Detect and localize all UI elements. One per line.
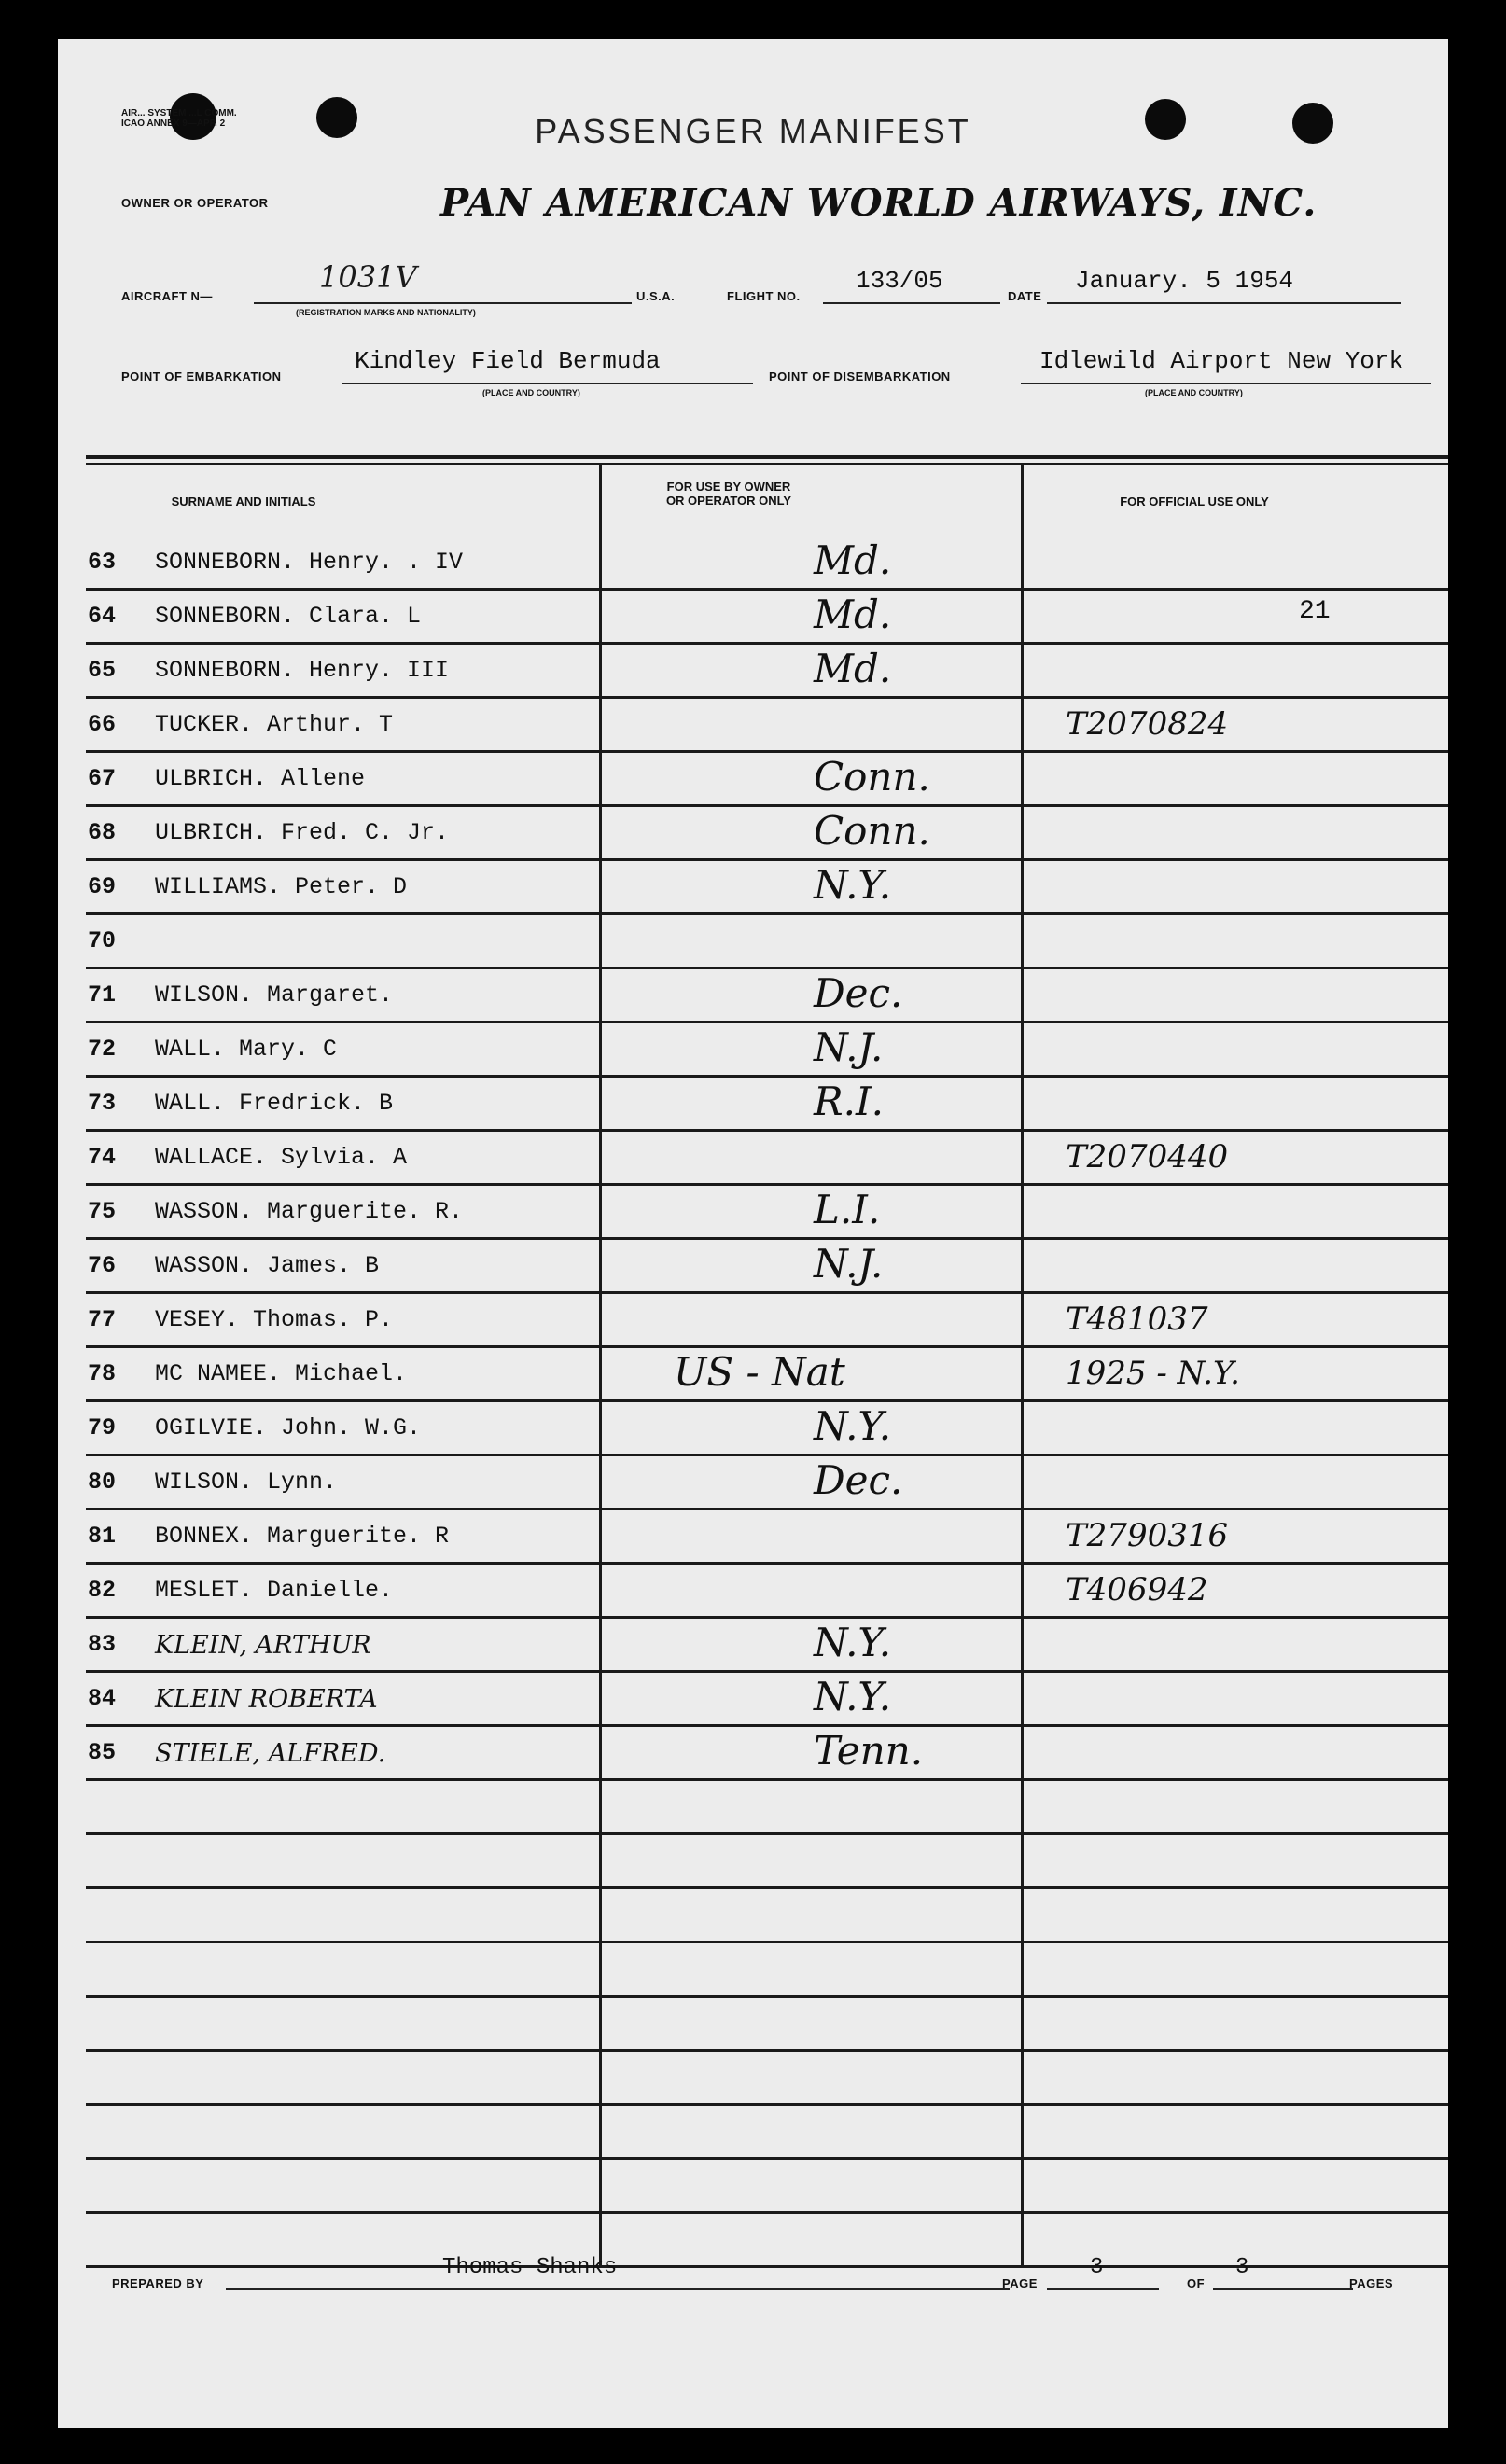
surname-header: SURNAME AND INITIALS: [171, 494, 316, 508]
of-label: OF: [1187, 2276, 1206, 2290]
row-rule: [86, 1291, 1448, 1294]
passenger-name: SONNEBORN. Clara. L: [155, 603, 422, 630]
passenger-name: MC NAMEE. Michael.: [155, 1360, 408, 1387]
embark-value: Kindley Field Bermuda: [355, 347, 661, 375]
pages-label: PAGES: [1349, 2276, 1394, 2290]
disembark-caption: (PLACE AND COUNTRY): [1145, 388, 1243, 397]
passenger-name: KLEIN ROBERTA: [155, 1685, 378, 1714]
row-number: 68: [88, 819, 117, 846]
date-underline: [1047, 302, 1401, 304]
row-number: 69: [88, 873, 117, 900]
flight-value: 133/05: [856, 267, 943, 295]
row-number: 65: [88, 657, 117, 684]
passenger-name: WASSON. Marguerite. R.: [155, 1198, 464, 1225]
row-rule: [86, 2157, 1448, 2160]
official-use-entry: T481037: [1066, 1301, 1208, 1338]
row-rule: [86, 750, 1448, 753]
row-rule: [86, 858, 1448, 861]
embark-caption: (PLACE AND COUNTRY): [482, 388, 580, 397]
passenger-name: WALL. Fredrick. B: [155, 1090, 394, 1117]
row-number: 81: [88, 1523, 117, 1550]
table-top-rule: [86, 455, 1448, 459]
row-number: 77: [88, 1306, 117, 1333]
passenger-name: WALLACE. Sylvia. A: [155, 1144, 408, 1171]
row-rule: [86, 1562, 1448, 1565]
row-number: 66: [88, 711, 117, 738]
disembark-value: Idlewild Airport New York: [1039, 347, 1404, 375]
row-number: 75: [88, 1198, 117, 1225]
row-number: 72: [88, 1036, 117, 1063]
row-number: 73: [88, 1090, 117, 1117]
prepared-by-value: Thomas Shanks: [442, 2255, 618, 2280]
total-pages: 3: [1235, 2255, 1249, 2280]
row-rule: [86, 696, 1448, 699]
passenger-name: BONNEX. Marguerite. R: [155, 1523, 450, 1550]
row-rule: [86, 1941, 1448, 1943]
of-underline: [1213, 2288, 1353, 2290]
owner-use-entry: Dec.: [814, 1457, 903, 1503]
row-rule: [86, 1778, 1448, 1781]
passenger-name: MESLET. Danielle.: [155, 1577, 394, 1604]
row-number: 79: [88, 1414, 117, 1441]
row-rule: [86, 1021, 1448, 1023]
owner-use-entry: Md.: [814, 592, 892, 637]
owner-use-entry: L.I.: [814, 1187, 881, 1232]
official-use-header: FOR OFFICIAL USE ONLY: [1120, 494, 1269, 508]
passenger-name: VESEY. Thomas. P.: [155, 1306, 394, 1333]
row-rule: [86, 1670, 1448, 1673]
page-label: PAGE: [1002, 2276, 1038, 2290]
owner-use-entry: R.I.: [814, 1079, 884, 1124]
passenger-name: OGILVIE. John. W.G.: [155, 1414, 422, 1441]
row-number: 67: [88, 765, 117, 792]
row-rule: [86, 2049, 1448, 2052]
manifest-page: [58, 39, 1448, 2428]
page-title: PASSENGER MANIFEST: [535, 112, 971, 150]
row-rule: [86, 1454, 1448, 1456]
passenger-name: SONNEBORN. Henry. . IV: [155, 549, 464, 576]
row-rule: [86, 1995, 1448, 1998]
row-number: 80: [88, 1469, 117, 1496]
passenger-name: KLEIN, ARTHUR: [155, 1631, 371, 1660]
row-number: 83: [88, 1631, 117, 1658]
row-rule: [86, 588, 1448, 591]
row-number: 84: [88, 1685, 117, 1712]
passenger-name: WILLIAMS. Peter. D: [155, 873, 408, 900]
passenger-name: TUCKER. Arthur. T: [155, 711, 394, 738]
flight-underline: [823, 302, 1000, 304]
row-number: 71: [88, 981, 117, 1009]
row-rule: [86, 967, 1448, 969]
owner-use-entry: Md.: [814, 537, 892, 583]
row-number: 64: [88, 603, 117, 630]
row-rule: [86, 1886, 1448, 1889]
page-underline: [1047, 2288, 1159, 2290]
row-rule: [86, 1508, 1448, 1510]
embark-label: POINT OF EMBARKATION: [121, 369, 282, 383]
operator-name: PAN AMERICAN WORLD AIRWAYS, INC.: [440, 181, 1318, 225]
prepared-label: PREPARED BY: [112, 2276, 204, 2290]
row-number: 76: [88, 1252, 117, 1279]
owner-use-entry: N.J.: [814, 1241, 884, 1287]
embark-underline: [342, 383, 753, 384]
disembark-underline: [1021, 383, 1431, 384]
passenger-name: ULBRICH. Fred. C. Jr.: [155, 819, 450, 846]
passenger-name: WALL. Mary. C: [155, 1036, 338, 1063]
official-use-entry: 1925 - N.Y.: [1066, 1355, 1240, 1392]
page-number: 3: [1090, 2255, 1104, 2280]
aircraft-underline: [254, 302, 632, 304]
owner-use-entry: N.J.: [814, 1024, 884, 1070]
owner-use-entry: Tenn.: [814, 1728, 924, 1774]
row-rule: [86, 2211, 1448, 2214]
owner-use-entry: Conn.: [814, 808, 930, 854]
owner-use-header: FOR USE BY OWNER OR OPERATOR ONLY: [665, 480, 792, 508]
aircraft-label: AIRCRAFT N—: [121, 289, 213, 303]
owner-use-entry: N.Y.: [814, 1620, 892, 1665]
row-rule: [86, 1832, 1448, 1835]
row-rule: [86, 912, 1448, 915]
owner-use-entry: Dec.: [814, 970, 903, 1016]
row-number: 85: [88, 1739, 117, 1766]
registration-caption: (REGISTRATION MARKS AND NATIONALITY): [296, 308, 476, 317]
date-label: DATE: [1008, 289, 1042, 303]
disembark-label: POINT OF DISEMBARKATION: [769, 369, 951, 383]
aircraft-value: 1031V: [319, 259, 417, 295]
row-number: 74: [88, 1144, 117, 1171]
owner-use-entry: US - Nat: [674, 1349, 845, 1395]
passenger-name: WILSON. Lynn.: [155, 1469, 338, 1496]
owner-use-entry: Conn.: [814, 754, 930, 800]
row-rule: [86, 1075, 1448, 1078]
usa-label: U.S.A.: [636, 289, 676, 303]
owner-use-entry: Md.: [814, 646, 892, 691]
official-use-entry: T2070440: [1066, 1138, 1229, 1176]
row-number: 63: [88, 549, 117, 576]
passenger-name: WASSON. James. B: [155, 1252, 380, 1279]
row-rule: [86, 2103, 1448, 2106]
form-code-line: ICAO ANNEX 9—APP. 2: [121, 118, 226, 129]
row-rule: [86, 1345, 1448, 1348]
row-rule: [86, 804, 1448, 807]
passenger-name: ULBRICH. Allene: [155, 765, 366, 792]
prepared-underline: [226, 2288, 1010, 2290]
passenger-name: SONNEBORN. Henry. III: [155, 657, 450, 684]
row-rule: [86, 1183, 1448, 1186]
passenger-name: WILSON. Margaret.: [155, 981, 394, 1009]
form-code-line: AIR... SYSTEM ...L COMM.: [121, 108, 237, 118]
row-rule: [86, 1724, 1448, 1727]
row-number: 78: [88, 1360, 117, 1387]
flight-label: FLIGHT NO.: [727, 289, 801, 303]
official-use-entry: 21: [1299, 597, 1331, 626]
row-rule: [86, 1399, 1448, 1402]
owner-use-entry: N.Y.: [814, 862, 892, 908]
official-use-entry: T406942: [1066, 1571, 1208, 1608]
owner-use-entry: N.Y.: [814, 1403, 892, 1449]
table-top-rule: [86, 463, 1448, 465]
row-number: 70: [88, 927, 117, 954]
passenger-name: STIELE, ALFRED.: [155, 1739, 386, 1768]
owner-use-entry: N.Y.: [814, 1674, 892, 1719]
owner-label: OWNER OR OPERATOR: [121, 196, 269, 210]
date-value: January. 5 1954: [1075, 267, 1294, 295]
row-rule: [86, 1129, 1448, 1132]
official-use-entry: T2070824: [1066, 705, 1229, 743]
row-rule: [86, 1616, 1448, 1619]
row-rule: [86, 642, 1448, 645]
row-rule: [86, 1237, 1448, 1240]
official-use-entry: T2790316: [1066, 1517, 1229, 1554]
row-number: 82: [88, 1577, 117, 1604]
